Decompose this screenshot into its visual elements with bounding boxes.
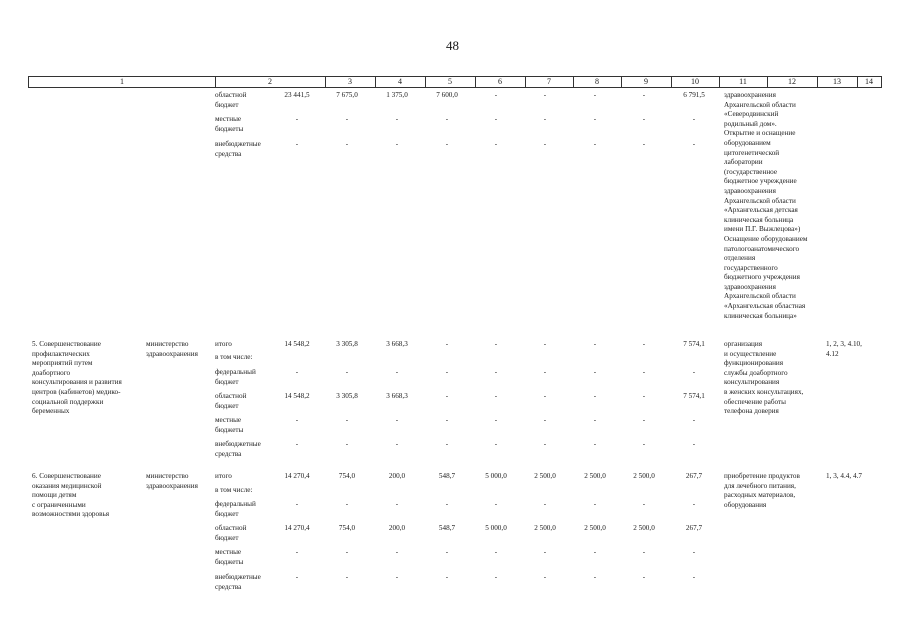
value-cell: 3 668,3 [386,340,408,348]
value-cell: - [295,500,299,508]
header-col-8: 8 [595,77,599,86]
source-label: в том числе: [215,353,253,361]
value-cell: - [494,91,498,99]
header-col-1: 1 [120,77,124,86]
source-label: в том числе: [215,486,253,494]
executor: министерство здравоохранения [146,340,198,358]
header-col-10: 10 [691,77,699,86]
executor: министерство здравоохранения [146,472,198,490]
value-cell: 200,0 [388,524,406,532]
source-label: внебюджетные средства [215,140,261,158]
value-cell: - [593,91,597,99]
value-cell: - [395,115,399,123]
source-label: местные бюджеты [215,548,244,566]
value-cell: - [543,440,547,448]
value-cell: 5 000,0 [485,524,507,532]
value-cell: - [395,416,399,424]
value-cell: - [445,392,449,400]
value-cell: - [543,548,547,556]
value-cell: - [692,500,696,508]
value-cell: 3 305,8 [336,340,358,348]
value-cell: - [395,500,399,508]
value-cell: - [692,573,696,581]
value-cell: 754,0 [338,524,356,532]
value-cell: - [494,548,498,556]
value-cell: 7 675,0 [336,91,358,99]
value-cell: - [543,91,547,99]
header-col-7: 7 [547,77,551,86]
result-text: здравоохранения Архангельской области «Северодвинский родильный дом». Открытие и оснащение оборудованием цитогенетической лаборатории (государственное бюджетное учреждение здравоохранения Архангельской области «Архангельская детская клиническая больница имени П.Г. Выжлецова») Оснащение оборудованием патологоанатомического отделения государственного бюджетного учреждения здравоохранения Архангельской области «Архангельская областная клиническая больница» [724,91,808,320]
value-cell: - [345,368,349,376]
value-cell: - [543,115,547,123]
value-cell: - [642,368,646,376]
value-cell: 2 500,0 [584,472,606,480]
value-cell: - [543,500,547,508]
source-label: местные бюджеты [215,115,244,133]
value-cell: - [345,140,349,148]
result-text: приобретение продуктов для лечебного питания, расходных материалов, оборудования [724,472,800,509]
table-header-row [28,76,882,88]
source-label: местные бюджеты [215,416,244,434]
value-cell: 3 668,3 [386,392,408,400]
value-cell: - [642,140,646,148]
value-cell: 14 270,4 [284,524,310,532]
value-cell: - [593,340,597,348]
value-cell: - [445,340,449,348]
value-cell: - [642,392,646,400]
value-cell: - [295,115,299,123]
value-cell: 7 600,0 [436,91,458,99]
value-cell: - [642,416,646,424]
header-col-9: 9 [644,77,648,86]
source-label: федеральный бюджет [215,500,256,518]
value-cell: - [494,500,498,508]
value-cell: - [543,368,547,376]
value-cell: - [593,548,597,556]
value-cell: 2 500,0 [584,524,606,532]
value-cell: 548,7 [438,472,456,480]
value-cell: - [692,140,696,148]
value-cell: - [494,416,498,424]
source-label: внебюджетные средства [215,440,261,458]
value-cell: - [445,548,449,556]
header-col-6: 6 [498,77,502,86]
value-cell: 7 574,1 [683,392,705,400]
source-label: федеральный бюджет [215,368,256,386]
value-cell: - [445,140,449,148]
value-cell: - [445,368,449,376]
value-cell: - [395,368,399,376]
value-cell: - [642,500,646,508]
value-cell: 2 500,0 [633,472,655,480]
value-cell: - [642,340,646,348]
value-cell: - [345,573,349,581]
value-cell: - [345,548,349,556]
indicators: 1, 2, 3, 4.10, 4.12 [826,340,862,358]
value-cell: - [543,573,547,581]
value-cell: 14 548,2 [284,392,310,400]
value-cell: 2 500,0 [633,524,655,532]
value-cell: - [345,115,349,123]
value-cell: - [345,440,349,448]
value-cell: - [692,416,696,424]
value-cell: - [445,416,449,424]
value-cell: 548,7 [438,524,456,532]
value-cell: - [494,140,498,148]
value-cell: - [445,440,449,448]
value-cell: 7 574,1 [683,340,705,348]
source-label: итого [215,340,232,348]
value-cell: - [494,368,498,376]
value-cell: - [345,416,349,424]
value-cell: 3 305,8 [336,392,358,400]
value-cell: - [593,573,597,581]
header-col-5: 5 [448,77,452,86]
value-cell: - [295,416,299,424]
value-cell: - [593,115,597,123]
value-cell: 1 375,0 [386,91,408,99]
activity-title: 6. Совершенствование оказания медицинской помощи детям с ограниченными возможностями здоровья [32,472,110,519]
value-cell: - [295,440,299,448]
value-cell: - [494,440,498,448]
value-cell: 267,7 [685,472,703,480]
value-cell: - [494,340,498,348]
value-cell: 754,0 [338,472,356,480]
value-cell: - [345,500,349,508]
result-text: организация и осуществление функционирования службы доабортного консультирования в женских консультациях, обеспечение работы телефона доверия [724,340,804,416]
value-cell: - [692,115,696,123]
value-cell: - [593,368,597,376]
value-cell: - [295,368,299,376]
value-cell: 14 548,2 [284,340,310,348]
value-cell: - [642,573,646,581]
source-label: областной бюджет [215,392,247,410]
page-number: 48 [446,38,459,53]
value-cell: - [445,573,449,581]
value-cell: - [494,115,498,123]
value-cell: - [543,340,547,348]
header-col-4: 4 [398,77,402,86]
value-cell: - [593,392,597,400]
value-cell: - [295,548,299,556]
value-cell: - [295,573,299,581]
value-cell: 2 500,0 [534,472,556,480]
header-col-14: 14 [865,77,873,86]
value-cell: - [642,91,646,99]
value-cell: - [543,416,547,424]
value-cell: - [593,440,597,448]
header-col-13: 13 [833,77,841,86]
source-label: внебюджетные средства [215,573,261,591]
header-col-11: 11 [739,77,747,86]
header-col-3: 3 [348,77,352,86]
value-cell: - [593,416,597,424]
source-label: итого [215,472,232,480]
value-cell: 6 791,5 [683,91,705,99]
value-cell: - [692,440,696,448]
source-label: областной бюджет [215,91,247,109]
source-label: областной бюджет [215,524,247,542]
value-cell: - [593,140,597,148]
value-cell: - [642,548,646,556]
value-cell: - [642,440,646,448]
header-col-2: 2 [268,77,272,86]
value-cell: - [295,140,299,148]
value-cell: 267,7 [685,524,703,532]
value-cell: - [494,392,498,400]
value-cell: 5 000,0 [485,472,507,480]
value-cell: - [543,392,547,400]
value-cell: - [395,548,399,556]
value-cell: - [395,573,399,581]
value-cell: - [395,440,399,448]
value-cell: 23 441,5 [284,91,310,99]
value-cell: 2 500,0 [534,524,556,532]
value-cell: - [692,548,696,556]
activity-title: 5. Совершенствование профилактических мероприятий путем доабортного консультирования и развития центров (кабинетов) медико- социальной поддержки беременных [32,340,122,416]
value-cell: - [543,140,547,148]
header-col-12: 12 [788,77,796,86]
value-cell: 200,0 [388,472,406,480]
value-cell: - [593,500,597,508]
value-cell: - [494,573,498,581]
value-cell: - [692,368,696,376]
value-cell: 14 270,4 [284,472,310,480]
value-cell: - [642,115,646,123]
indicators: 1, 3, 4.4, 4.7 [826,472,862,480]
value-cell: - [395,140,399,148]
value-cell: - [445,500,449,508]
value-cell: - [445,115,449,123]
